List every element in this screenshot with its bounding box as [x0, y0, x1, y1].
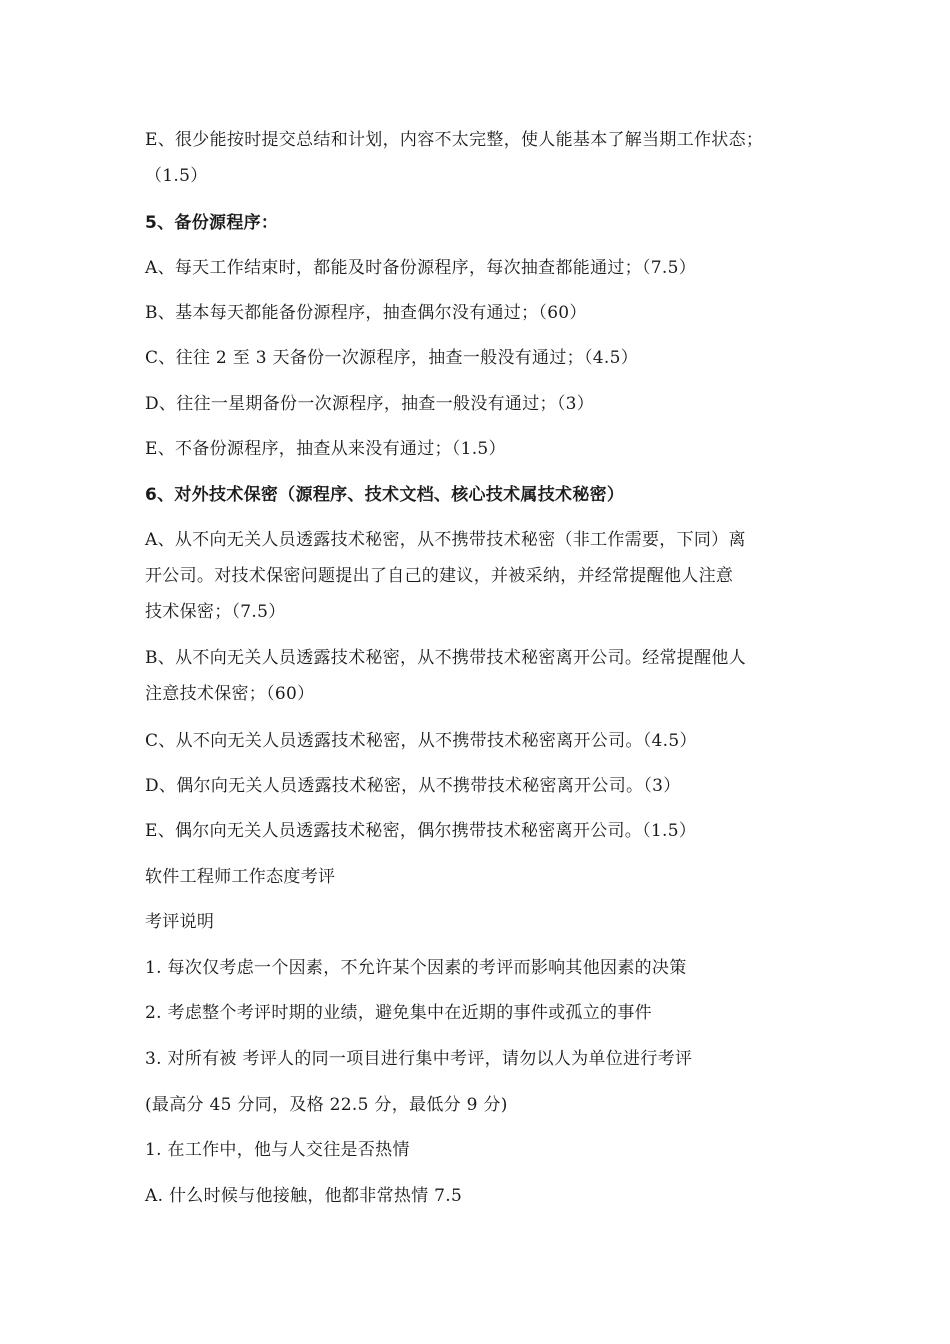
section6-option-c: C、从不向无关人员透露技术秘密，从不携带技术秘密离开公司。（4.5） [145, 731, 697, 751]
question-1: 1. 在工作中，他与人交往是否热情 [145, 1140, 410, 1160]
section6-option-a-line2: 开公司。对技术保密问题提出了自己的建议，并被采纳，并经常提醒他人注意 [145, 566, 734, 586]
score-note: (最高分 45 分同，及格 22.5 分，最低分 9 分) [145, 1095, 508, 1115]
section5-option-e: E、不备份源程序，抽查从来没有通过；（1.5） [145, 439, 506, 459]
prev-option-e-line2: （1.5） [145, 166, 208, 186]
question-1-option-a: A. 什么时候与他接触，他都非常热情 7.5 [145, 1186, 463, 1206]
section5-heading: 5、备份源程序： [145, 213, 279, 233]
section6-option-a-line3: 技术保密；（7.5） [145, 602, 286, 622]
section5-option-a: A、每天工作结束时，都能及时备份源程序，每次抽查都能通过；（7.5） [145, 258, 697, 278]
rule-1: 1. 每次仅考虑一个因素，不允许某个因素的考评而影响其他因素的决策 [145, 958, 687, 978]
attitude-subtitle: 考评说明 [145, 912, 215, 932]
section6-option-d: D、偶尔向无关人员透露技术秘密，从不携带技术秘密离开公司。（3） [145, 776, 681, 796]
rule-2: 2. 考虑整个考评时期的业绩，避免集中在近期的事件或孤立的事件 [145, 1003, 652, 1023]
section5-option-b: B、基本每天都能备份源程序，抽查偶尔没有通过；（60） [145, 303, 587, 323]
prev-option-e-line1: E、很少能按时提交总结和计划，内容不太完整，使人能基本了解当期工作状态； [145, 130, 764, 150]
rule-3: 3. 对所有被 考评人的同一项目进行集中考评，请勿以人为单位进行考评 [145, 1049, 693, 1069]
section6-option-e: E、偶尔向无关人员透露技术秘密，偶尔携带技术秘密离开公司。（1.5） [145, 821, 697, 841]
section5-option-c: C、往往 2 至 3 天备份一次源程序，抽查一般没有通过；（4.5） [145, 348, 638, 368]
section6-option-a-line1: A、从不向无关人员透露技术秘密，从不携带技术秘密（非工作需要，下同）离 [145, 530, 746, 550]
section6-heading: 6、对外技术保密（源程序、技术文档、核心技术属技术秘密） [145, 485, 625, 505]
attitude-title: 软件工程师工作态度考评 [145, 867, 336, 887]
section6-option-b-line2: 注意技术保密；（60） [145, 684, 315, 704]
section6-option-b-line1: B、从不向无关人员透露技术秘密，从不携带技术秘密离开公司。经常提醒他人 [145, 648, 746, 668]
section5-option-d: D、往往一星期备份一次源程序，抽查一般没有通过；（3） [145, 394, 595, 414]
